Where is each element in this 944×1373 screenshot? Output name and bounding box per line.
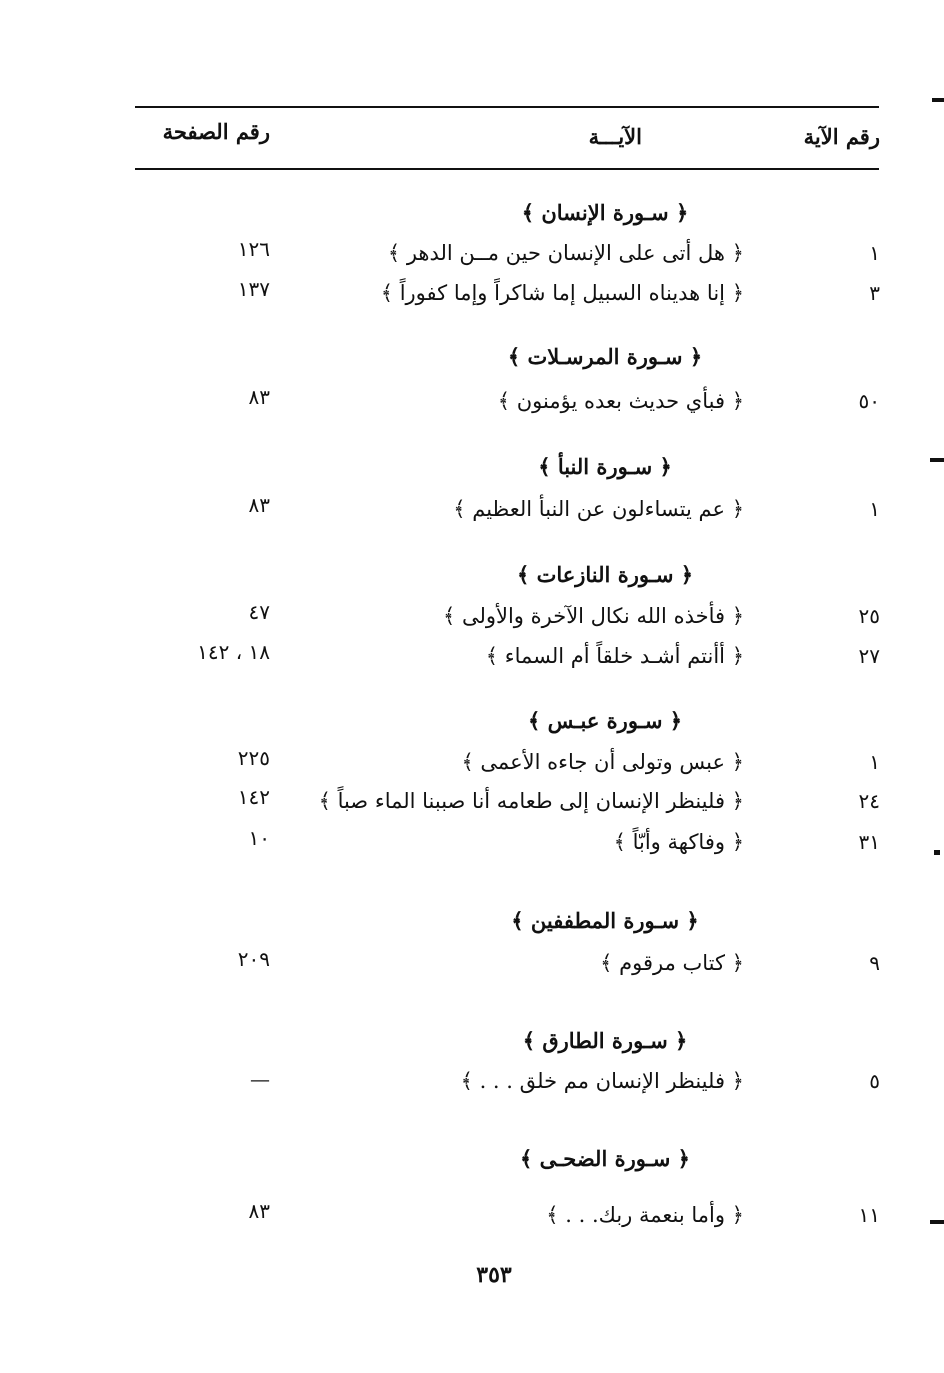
scan-edge-mark xyxy=(930,458,944,462)
column-header-page: رقم الصفحة xyxy=(162,119,270,144)
header-top-rule xyxy=(135,106,879,108)
ayah-number: ٥٠ xyxy=(858,389,880,413)
ayah-text: ﴿ وأما بنعمة ربك. . . ﴾ xyxy=(546,1203,744,1227)
scan-edge-mark xyxy=(932,98,944,102)
ayah-text: ﴿ فأخذه الله نكال الآخرة والأولى ﴾ xyxy=(442,604,744,628)
ayah-text: ﴿ فبأي حديث بعده يؤمنون ﴾ xyxy=(497,389,744,413)
ayah-number: ٩ xyxy=(869,951,880,975)
surah-heading: ﴿ سـورة المرسـلات ﴾ xyxy=(507,344,703,369)
page-reference: ٨٣ xyxy=(248,493,270,517)
page-reference: ١٠ xyxy=(248,826,270,850)
ayah-number: ١ xyxy=(869,750,880,774)
page-reference: ٢٠٩ xyxy=(237,947,270,971)
ayah-number: ٢٤ xyxy=(858,789,880,813)
page-reference: ١٢٦ xyxy=(237,237,270,261)
surah-heading: ﴿ سـورة النازعات ﴾ xyxy=(516,562,694,587)
surah-heading: ﴿ سـورة الضحـى ﴾ xyxy=(520,1146,690,1171)
ayah-number: ١ xyxy=(869,241,880,265)
page-reference: ٢٢٥ xyxy=(237,746,270,770)
ayah-text: ﴿ هل أتى على الإنسان حين مــن الدهر ﴾ xyxy=(387,241,744,265)
page-reference: ٨٣ xyxy=(248,385,270,409)
ayah-text: ﴿ أأنتم أشـد خلقاً أم السماء ﴾ xyxy=(485,644,744,668)
ayah-number: ١ xyxy=(869,497,880,521)
surah-heading: ﴿ سـورة عبـس ﴾ xyxy=(527,708,683,733)
page-reference: ١٨ ، ١٤٢ xyxy=(197,640,270,664)
scan-edge-mark xyxy=(934,850,940,855)
ayah-number: ١١ xyxy=(858,1203,880,1227)
surah-heading: ﴿ سـورة النبأ ﴾ xyxy=(538,454,672,479)
page-number: ٣٥٣ xyxy=(476,1262,512,1288)
header-bottom-rule xyxy=(135,168,879,170)
surah-heading: ﴿ سـورة المطففين ﴾ xyxy=(511,908,699,933)
page-reference: ٤٧ xyxy=(248,600,270,624)
surah-heading: ﴿ سـورة الإنسان ﴾ xyxy=(521,200,689,225)
page-reference: ١٣٧ xyxy=(237,277,270,301)
ayah-text: ﴿ وفاكهة وأبّاً ﴾ xyxy=(613,830,744,854)
scan-edge-mark xyxy=(930,1220,944,1224)
column-header-ayah-number: رقم الآية xyxy=(803,124,880,149)
page-reference: ١٤٢ xyxy=(237,785,270,809)
ayah-text: ﴿ عم يتساءلون عن النبأ العظيم ﴾ xyxy=(453,497,744,521)
ayah-number: ٣ xyxy=(869,281,880,305)
surah-heading: ﴿ سـورة الطارق ﴾ xyxy=(522,1028,688,1053)
ayah-text: ﴿ كتاب مرقوم ﴾ xyxy=(600,951,744,975)
page-reference: ٨٣ xyxy=(248,1199,270,1223)
page-reference: — xyxy=(250,1067,270,1091)
ayah-number: ٢٥ xyxy=(858,604,880,628)
ayah-text: ﴿ عبس وتولى أن جاءه الأعمى ﴾ xyxy=(461,750,744,774)
ayah-number: ٥ xyxy=(869,1069,880,1093)
ayah-text: ﴿ إنا هديناه السبيل إما شاكراً وإما كفوراً ﴾ xyxy=(380,281,744,305)
ayah-number: ٢٧ xyxy=(858,644,880,668)
ayah-number: ٣١ xyxy=(858,830,880,854)
column-header-ayah: الآيـــة xyxy=(588,124,642,149)
ayah-text: ﴿ فلينظر الإنسان إلى طعامه أنا صببنا الماء صباً ﴾ xyxy=(318,789,744,813)
ayah-text: ﴿ فلينظر الإنسان مم خلق . . . ﴾ xyxy=(460,1069,744,1093)
